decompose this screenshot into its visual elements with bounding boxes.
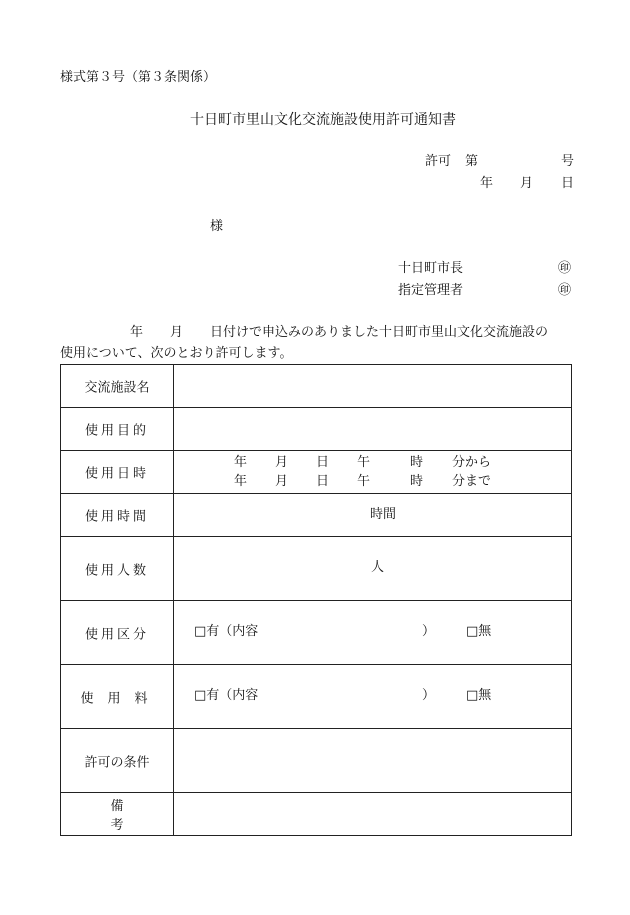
date-year: 年 — [480, 176, 494, 191]
value-people[interactable] — [174, 537, 572, 601]
dt-to-day: 日 — [316, 474, 330, 489]
label-purpose: 使用目的 — [84, 423, 149, 439]
label-category: 使用区分 — [84, 627, 149, 642]
value-conditions[interactable] — [174, 729, 572, 793]
category-no-checkbox[interactable]: □無 — [466, 624, 492, 639]
value-category — [174, 601, 572, 665]
form-number: 様式第３号（第３条関係） — [60, 70, 217, 85]
date-month: 月 — [520, 176, 534, 191]
row-conditions — [61, 729, 572, 793]
label-people: 使用人数 — [84, 563, 149, 578]
body-month: 月 — [170, 325, 184, 340]
label-remarks: 備考 — [110, 799, 164, 833]
row-remarks — [61, 793, 572, 836]
dt-from-year: 年 — [234, 455, 248, 470]
fee-no-checkbox[interactable]: □無 — [466, 688, 492, 703]
hours-unit: 時間 — [370, 507, 397, 522]
body-line1: 日付けで申込みのありました十日町市里山文化交流施設の — [210, 325, 549, 340]
seal-icon: ㊞ — [558, 261, 572, 276]
seal-icon: ㊞ — [558, 283, 572, 298]
dt-from-ampm: 午 — [357, 455, 371, 470]
fee-close-paren: ） — [422, 688, 436, 703]
label-hours: 使用時間 — [84, 509, 149, 525]
people-unit: 人 — [371, 560, 385, 575]
issuer-manager: 指定管理者 — [398, 283, 464, 298]
permit-table — [60, 364, 572, 836]
document-title: 十日町市里山文化交流施設使用許可通知書 — [190, 112, 456, 128]
row-facility-name — [61, 365, 572, 408]
label-fee: 使用料 — [80, 691, 162, 706]
issuer-mayor: 十日町市長 — [398, 261, 464, 276]
row-hours — [61, 494, 572, 537]
label-facility-name: 交流施設名 — [84, 380, 150, 396]
dt-to-min: 分まで — [452, 474, 492, 489]
fee-yes-checkbox[interactable]: □有（内容 — [194, 688, 259, 703]
row-datetime — [61, 451, 572, 494]
row-people — [61, 537, 572, 601]
permit-go: 号 — [561, 154, 575, 169]
value-fee — [174, 665, 572, 729]
category-yes-checkbox[interactable]: □有（内容 — [194, 624, 259, 639]
value-purpose[interactable] — [174, 408, 572, 451]
permit-dai: 第 — [465, 154, 479, 169]
dt-from-min: 分から — [452, 455, 492, 470]
value-remarks[interactable] — [174, 793, 572, 836]
dt-to-ampm: 午 — [357, 474, 371, 489]
category-close-paren: ） — [422, 624, 436, 639]
dt-from-month: 月 — [275, 455, 289, 470]
dt-to-month: 月 — [275, 474, 289, 489]
dt-to-year: 年 — [234, 474, 248, 489]
dt-from-day: 日 — [316, 455, 330, 470]
body-line2: 使用について、次のとおり許可します。 — [60, 346, 293, 361]
body-year: 年 — [130, 325, 144, 340]
permit-label: 許可 — [425, 154, 452, 169]
row-fee — [61, 665, 572, 729]
value-facility-name[interactable] — [174, 365, 572, 408]
label-conditions: 許可の条件 — [84, 755, 150, 770]
row-purpose — [61, 408, 572, 451]
label-datetime: 使用日時 — [84, 466, 149, 482]
value-hours[interactable] — [174, 494, 572, 537]
value-datetime[interactable] — [174, 451, 572, 494]
dt-from-hour: 時 — [410, 455, 424, 470]
date-day: 日 — [561, 176, 575, 191]
addressee-suffix: 様 — [210, 219, 224, 234]
row-category — [61, 601, 572, 665]
dt-to-hour: 時 — [410, 474, 424, 489]
